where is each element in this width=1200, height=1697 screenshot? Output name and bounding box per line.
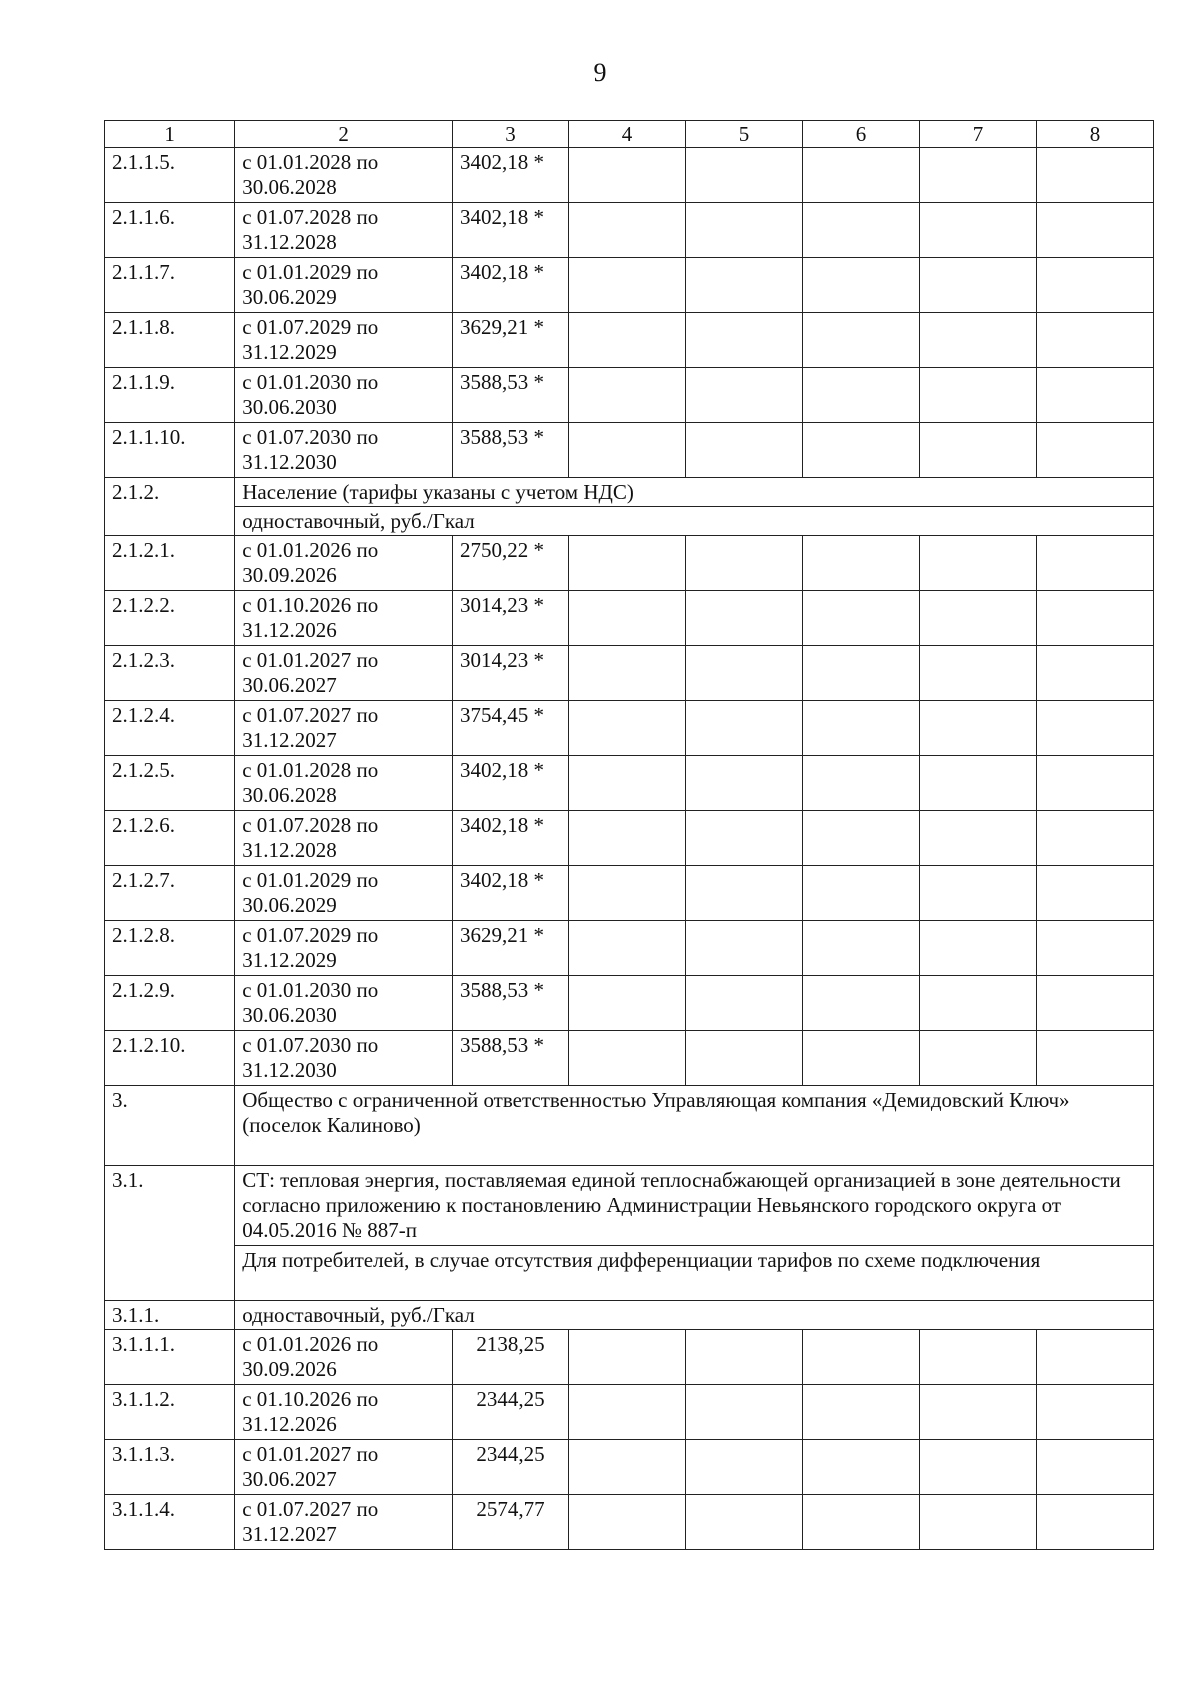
empty-cell	[568, 866, 685, 921]
header-cell: 3	[452, 121, 568, 148]
table-row	[105, 423, 1154, 478]
table-row	[105, 921, 1154, 976]
empty-cell	[919, 591, 1036, 646]
empty-cell	[1036, 1330, 1153, 1385]
header-cell: 2	[235, 121, 453, 148]
row-value: 3588,53 *	[452, 423, 568, 478]
section-code: 3.1.	[105, 1166, 235, 1301]
empty-cell	[1036, 368, 1153, 423]
row-period: с 01.01.2026 по 30.09.2026	[235, 536, 453, 591]
row-period: с 01.07.2028 по 31.12.2028	[235, 811, 453, 866]
table-row	[105, 976, 1154, 1031]
empty-cell	[919, 203, 1036, 258]
empty-cell	[685, 591, 802, 646]
empty-cell	[568, 646, 685, 701]
row-period: с 01.07.2029 по 31.12.2029	[235, 921, 453, 976]
header-cell: 8	[1036, 121, 1153, 148]
row-period: с 01.01.2029 по 30.06.2029	[235, 258, 453, 313]
row-value: 3588,53 *	[452, 976, 568, 1031]
empty-cell	[568, 1385, 685, 1440]
empty-cell	[802, 646, 919, 701]
row-value: 3402,18 *	[452, 866, 568, 921]
empty-cell	[802, 921, 919, 976]
table-row	[105, 313, 1154, 368]
empty-cell	[919, 148, 1036, 203]
empty-cell	[568, 1031, 685, 1086]
section-row	[105, 478, 1154, 507]
row-value: 3014,23 *	[452, 591, 568, 646]
empty-cell	[802, 203, 919, 258]
row-value: 3629,21 *	[452, 313, 568, 368]
row-value: 3402,18 *	[452, 811, 568, 866]
row-value: 3629,21 *	[452, 921, 568, 976]
header-cell: 1	[105, 121, 235, 148]
empty-cell	[685, 921, 802, 976]
row-period: с 01.01.2027 по 30.06.2027	[235, 646, 453, 701]
section-title: Общество с ограниченной ответственностью Управляющая компания «Демидовский Ключ» (поселок Калиново)	[235, 1086, 1154, 1166]
row-value: 2344,25	[452, 1385, 568, 1440]
table-row	[105, 536, 1154, 591]
header-cell: 4	[568, 121, 685, 148]
empty-cell	[802, 1440, 919, 1495]
row-code: 2.1.1.7.	[105, 258, 235, 313]
table-row	[105, 148, 1154, 203]
empty-cell	[1036, 536, 1153, 591]
table-row	[105, 1385, 1154, 1440]
row-value: 2138,25	[452, 1330, 568, 1385]
empty-cell	[802, 423, 919, 478]
empty-cell	[568, 591, 685, 646]
row-code: 2.1.1.6.	[105, 203, 235, 258]
section-row	[105, 507, 1154, 536]
row-period: с 01.01.2029 по 30.06.2029	[235, 866, 453, 921]
row-code: 2.1.2.3.	[105, 646, 235, 701]
row-code: 2.1.2.10.	[105, 1031, 235, 1086]
row-code: 2.1.1.9.	[105, 368, 235, 423]
row-code: 2.1.2.7.	[105, 866, 235, 921]
empty-cell	[1036, 423, 1153, 478]
empty-cell	[802, 148, 919, 203]
header-cell: 5	[685, 121, 802, 148]
empty-cell	[919, 258, 1036, 313]
empty-cell	[1036, 811, 1153, 866]
row-period: с 01.10.2026 по 31.12.2026	[235, 1385, 453, 1440]
section-title: одноставочный, руб./Гкал	[235, 1301, 1154, 1330]
row-value: 3402,18 *	[452, 148, 568, 203]
tariff-table	[104, 120, 1154, 1550]
empty-cell	[685, 976, 802, 1031]
empty-cell	[919, 536, 1036, 591]
table-row	[105, 203, 1154, 258]
empty-cell	[685, 368, 802, 423]
empty-cell	[919, 921, 1036, 976]
table-row	[105, 258, 1154, 313]
empty-cell	[919, 1330, 1036, 1385]
row-value: 3402,18 *	[452, 203, 568, 258]
empty-cell	[919, 646, 1036, 701]
table-row	[105, 1031, 1154, 1086]
empty-cell	[568, 1440, 685, 1495]
empty-cell	[802, 258, 919, 313]
row-period: с 01.07.2027 по 31.12.2027	[235, 1495, 453, 1550]
empty-cell	[685, 756, 802, 811]
section-title: одноставочный, руб./Гкал	[235, 507, 1154, 536]
table-row	[105, 1440, 1154, 1495]
row-period: с 01.07.2028 по 31.12.2028	[235, 203, 453, 258]
section-title: Население (тарифы указаны с учетом НДС)	[235, 478, 1154, 507]
table-row	[105, 756, 1154, 811]
row-code: 3.1.1.1.	[105, 1330, 235, 1385]
row-period: с 01.07.2030 по 31.12.2030	[235, 423, 453, 478]
empty-cell	[1036, 976, 1153, 1031]
empty-cell	[1036, 203, 1153, 258]
table-row	[105, 591, 1154, 646]
row-value: 3014,23 *	[452, 646, 568, 701]
empty-cell	[1036, 148, 1153, 203]
empty-cell	[685, 646, 802, 701]
row-period: с 01.10.2026 по 31.12.2026	[235, 591, 453, 646]
empty-cell	[685, 1031, 802, 1086]
page-number: 9	[593, 58, 607, 87]
empty-cell	[1036, 866, 1153, 921]
header-cell: 6	[802, 121, 919, 148]
row-value: 2574,77	[452, 1495, 568, 1550]
empty-cell	[568, 701, 685, 756]
empty-cell	[802, 536, 919, 591]
row-value: 2750,22 *	[452, 536, 568, 591]
row-period: с 01.07.2030 по 31.12.2030	[235, 1031, 453, 1086]
empty-cell	[568, 148, 685, 203]
empty-cell	[919, 1031, 1036, 1086]
empty-cell	[685, 313, 802, 368]
row-code: 2.1.1.8.	[105, 313, 235, 368]
row-period: с 01.01.2030 по 30.06.2030	[235, 368, 453, 423]
row-code: 3.1.1.4.	[105, 1495, 235, 1550]
empty-cell	[568, 203, 685, 258]
row-code: 3.1.1.2.	[105, 1385, 235, 1440]
empty-cell	[1036, 1495, 1153, 1550]
row-period: с 01.07.2027 по 31.12.2027	[235, 701, 453, 756]
header-cell: 7	[919, 121, 1036, 148]
empty-cell	[802, 1330, 919, 1385]
section-row	[105, 1086, 1154, 1166]
section-title: Для потребителей, в случае отсутствия дифференциации тарифов по схеме подключения	[235, 1246, 1154, 1301]
empty-cell	[1036, 1031, 1153, 1086]
empty-cell	[1036, 591, 1153, 646]
empty-cell	[685, 1495, 802, 1550]
empty-cell	[919, 866, 1036, 921]
empty-cell	[802, 976, 919, 1031]
empty-cell	[1036, 1385, 1153, 1440]
empty-cell	[919, 701, 1036, 756]
empty-cell	[802, 1495, 919, 1550]
empty-cell	[685, 536, 802, 591]
section-row	[105, 1301, 1154, 1330]
empty-cell	[568, 536, 685, 591]
empty-cell	[685, 701, 802, 756]
row-code: 2.1.2.1.	[105, 536, 235, 591]
row-code: 2.1.2.8.	[105, 921, 235, 976]
table-row	[105, 1495, 1154, 1550]
empty-cell	[919, 811, 1036, 866]
table-row	[105, 811, 1154, 866]
empty-cell	[685, 148, 802, 203]
empty-cell	[1036, 756, 1153, 811]
row-code: 2.1.2.9.	[105, 976, 235, 1031]
table-row	[105, 368, 1154, 423]
row-period: с 01.01.2028 по 30.06.2028	[235, 148, 453, 203]
empty-cell	[568, 756, 685, 811]
section-row	[105, 1246, 1154, 1301]
row-value: 3402,18 *	[452, 756, 568, 811]
row-period: с 01.01.2028 по 30.06.2028	[235, 756, 453, 811]
empty-cell	[685, 423, 802, 478]
empty-cell	[568, 258, 685, 313]
empty-cell	[1036, 313, 1153, 368]
empty-cell	[919, 368, 1036, 423]
empty-cell	[568, 921, 685, 976]
empty-cell	[802, 756, 919, 811]
row-code: 2.1.2.2.	[105, 591, 235, 646]
row-value: 3754,45 *	[452, 701, 568, 756]
empty-cell	[568, 811, 685, 866]
row-code: 3.1.1.3.	[105, 1440, 235, 1495]
table-row	[105, 866, 1154, 921]
section-row	[105, 1166, 1154, 1246]
row-value: 3588,53 *	[452, 1031, 568, 1086]
empty-cell	[919, 423, 1036, 478]
row-code: 2.1.1.5.	[105, 148, 235, 203]
empty-cell	[802, 1385, 919, 1440]
section-code: 2.1.2.	[105, 478, 235, 536]
empty-cell	[568, 368, 685, 423]
empty-cell	[802, 811, 919, 866]
empty-cell	[1036, 1440, 1153, 1495]
empty-cell	[802, 701, 919, 756]
empty-cell	[685, 1440, 802, 1495]
tariff-table-body	[105, 121, 1154, 1550]
row-period: с 01.01.2026 по 30.09.2026	[235, 1330, 453, 1385]
row-period: с 01.07.2029 по 31.12.2029	[235, 313, 453, 368]
table-row	[105, 1330, 1154, 1385]
empty-cell	[685, 258, 802, 313]
empty-cell	[919, 1440, 1036, 1495]
empty-cell	[802, 591, 919, 646]
empty-cell	[1036, 701, 1153, 756]
section-code: 3.	[105, 1086, 235, 1166]
section-code: 3.1.1.	[105, 1301, 235, 1330]
row-value: 2344,25	[452, 1440, 568, 1495]
row-code: 2.1.2.4.	[105, 701, 235, 756]
empty-cell	[802, 313, 919, 368]
empty-cell	[919, 313, 1036, 368]
empty-cell	[802, 1031, 919, 1086]
row-value: 3588,53 *	[452, 368, 568, 423]
empty-cell	[685, 203, 802, 258]
row-value: 3402,18 *	[452, 258, 568, 313]
row-code: 2.1.1.10.	[105, 423, 235, 478]
empty-cell	[802, 866, 919, 921]
empty-cell	[568, 976, 685, 1031]
empty-cell	[919, 976, 1036, 1031]
empty-cell	[919, 1495, 1036, 1550]
empty-cell	[568, 1330, 685, 1385]
row-code: 2.1.2.6.	[105, 811, 235, 866]
row-code: 2.1.2.5.	[105, 756, 235, 811]
empty-cell	[568, 313, 685, 368]
empty-cell	[685, 811, 802, 866]
row-period: с 01.01.2030 по 30.06.2030	[235, 976, 453, 1031]
section-title: СТ: тепловая энергия, поставляемая единой теплоснабжающей организацией в зоне деятельности согласно приложению к постановлению Администрации Невьянского городского округа от 04.05.2016 № 887-п	[235, 1166, 1154, 1246]
empty-cell	[568, 423, 685, 478]
row-period: с 01.01.2027 по 30.06.2027	[235, 1440, 453, 1495]
table-row	[105, 646, 1154, 701]
empty-cell	[685, 1330, 802, 1385]
empty-cell	[1036, 921, 1153, 976]
empty-cell	[568, 1495, 685, 1550]
empty-cell	[685, 1385, 802, 1440]
empty-cell	[919, 1385, 1036, 1440]
table-row	[105, 701, 1154, 756]
empty-cell	[1036, 258, 1153, 313]
empty-cell	[685, 866, 802, 921]
empty-cell	[802, 368, 919, 423]
header-row	[105, 121, 1154, 148]
empty-cell	[919, 756, 1036, 811]
empty-cell	[1036, 646, 1153, 701]
